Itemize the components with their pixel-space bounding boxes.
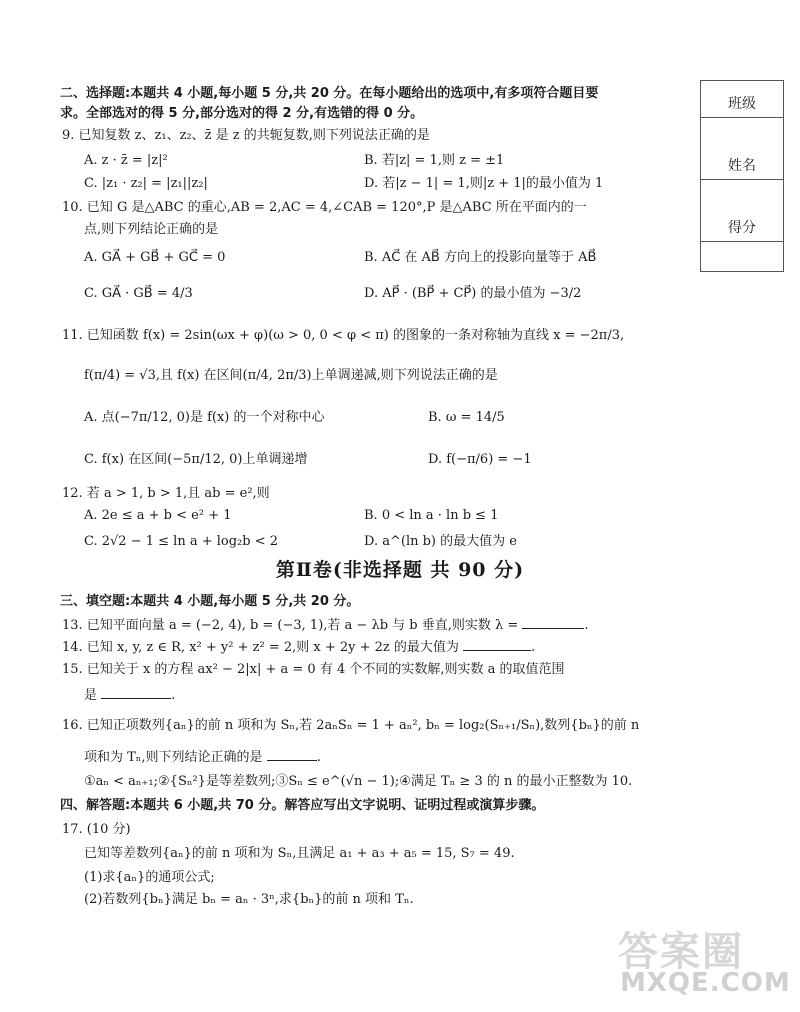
q10-stem: 10. 已知 G 是△ABC 的重心,AB = 2,AC = 4,∠CAB = 120°,P 是△ABC 所在平面内的一 — [62, 200, 587, 215]
part2-title: 第Ⅱ卷(非选择题 共 90 分) — [275, 559, 525, 581]
q11-option-b: B. ω = 14/5 — [428, 410, 505, 425]
q12-option-b: B. 0 < ln a · ln b ≤ 1 — [364, 508, 499, 523]
q10-option-a: A. GA⃗ + GB⃗ + GC⃗ = 0 — [84, 250, 226, 265]
q11-stem: 11. 已知函数 f(x) = 2sin(ωx + φ)(ω > 0, 0 < φ < π) 的图象的一条对称轴为直线 x = −2π/3, — [62, 328, 625, 343]
q17-stem: 已知等差数列{aₙ}的前 n 项和为 Sₙ,且满足 a₁ + a₃ + a₅ = 15, S₇ = 49. — [84, 846, 515, 861]
q16-answer-blank[interactable] — [267, 748, 317, 761]
q12-option-a: A. 2e ≤ a + b < e² + 1 — [84, 508, 232, 523]
q15-answer-blank[interactable] — [101, 686, 171, 699]
q9-option-a: A. z · z̄ = |z|² — [84, 153, 168, 168]
score-label: 得分 — [728, 220, 756, 236]
q11-option-d: D. f(−π/6) = −1 — [428, 452, 532, 467]
q9-stem: 9. 已知复数 z、z₁、z₂、z̄ 是 z 的共轭复数,则下列说法正确的是 — [62, 128, 430, 143]
q11-option-c: C. f(x) 在区间(−5π/12, 0)上单调递增 — [84, 452, 308, 467]
q17-heading: 17. (10 分) — [62, 822, 131, 837]
q14-answer-blank[interactable] — [463, 638, 531, 651]
q16-stem-cont: 项和为 Tₙ,则下列结论正确的是 — [84, 750, 263, 765]
q10-option-d: D. AP⃗ · (BP⃗ + CP⃗) 的最小值为 −3/2 — [364, 286, 582, 301]
watermark-url: MXQE.COM — [620, 968, 791, 998]
q17-part1: (1)求{aₙ}的通项公式; — [84, 870, 215, 885]
q9-option-c: C. |z₁ · z₂| = |z₁||z₂| — [84, 176, 208, 191]
q17-part2: (2)若数列{bₙ}满足 bₙ = aₙ · 3ⁿ,求{bₙ}的前 n 项和 Tₙ. — [84, 892, 414, 907]
q9-option-d: D. 若|z − 1| = 1,则|z + 1|的最小值为 1 — [364, 176, 604, 191]
q13-stem: 13. 已知平面向量 a = (−2, 4), b = (−3, 1),若 a − λb 与 b 垂直,则实数 λ = — [62, 618, 519, 633]
q16-text-cont: 项和为 Tₙ,则下列结论正确的是 . — [84, 750, 321, 765]
section4-header: 四、解答题:本题共 6 小题,共 70 分。解答应写出文字说明、证明过程或演算步骤。 — [60, 798, 545, 813]
q11-option-a: A. 点(−7π/12, 0)是 f(x) 的一个对称中心 — [84, 410, 325, 425]
class-label: 班级 — [728, 96, 756, 112]
q10-option-c: C. GA⃗ · GB⃗ = 4/3 — [84, 286, 193, 301]
watermark-chars: 答案圈 — [618, 929, 744, 975]
q15-text-cont: 是 . — [84, 688, 176, 703]
section2-header-cont: 求。全部选对的得 5 分,部分选对的得 2 分,有选错的得 0 分。 — [60, 106, 424, 121]
q13-text: 13. 已知平面向量 a = (−2, 4), b = (−3, 1),若 a − λb 与 b 垂直,则实数 λ = . — [62, 618, 589, 633]
divider — [701, 179, 783, 180]
q9-option-b: B. 若|z| = 1,则 z = ±1 — [364, 153, 505, 168]
q12-stem: 12. 若 a > 1, b > 1,且 ab = e²,则 — [62, 486, 270, 501]
q12-option-d: D. a^(ln b) 的最大值为 e — [364, 534, 517, 549]
q10-stem-cont: 点,则下列结论正确的是 — [84, 222, 219, 237]
name-label: 姓名 — [728, 158, 756, 174]
watermark-logo — [618, 920, 791, 1000]
q16-stem: 16. 已知正项数列{aₙ}的前 n 项和为 Sₙ,若 2aₙSₙ = 1 + aₙ², bₙ = log₂(Sₙ₊₁/Sₙ),数列{bₙ}的前 n — [62, 718, 640, 733]
section3-header: 三、填空题:本题共 4 小题,每小题 5 分,共 20 分。 — [60, 594, 360, 609]
q14-text: 14. 已知 x, y, z ∈ R, x² + y² + z² = 2,则 x + 2y + 2z 的最大值为 . — [62, 640, 536, 655]
section2-header: 二、选择题:本题共 4 小题,每小题 5 分,共 20 分。在每小题给出的选项中,有多项符合题目要 — [60, 86, 599, 101]
q15-stem-cont: 是 — [84, 688, 98, 703]
q15-stem: 15. 已知关于 x 的方程 ax² − 2|x| + a = 0 有 4 个不同的实数解,则实数 a 的取值范围 — [62, 662, 565, 677]
student-info-box — [700, 80, 784, 272]
q14-stem: 14. 已知 x, y, z ∈ R, x² + y² + z² = 2,则 x + 2y + 2z 的最大值为 — [62, 640, 459, 655]
q10-option-b: B. AC⃗ 在 AB⃗ 方向上的投影向量等于 AB⃗ — [364, 250, 597, 265]
q13-answer-blank[interactable] — [522, 616, 584, 629]
divider — [701, 117, 783, 118]
q11-stem-cont: f(π/4) = √3,且 f(x) 在区间(π/4, 2π/3)上单调递减,则下列说法正确的是 — [84, 368, 498, 383]
divider — [701, 241, 783, 242]
q12-option-c: C. 2√2 − 1 ≤ ln a + log₂b < 2 — [84, 534, 278, 549]
q16-statements: ①aₙ < aₙ₊₁;②{Sₙ²}是等差数列;③Sₙ ≤ e^(√n − 1);④满足 Tₙ ≥ 3 的 n 的最小正整数为 10. — [84, 774, 633, 789]
